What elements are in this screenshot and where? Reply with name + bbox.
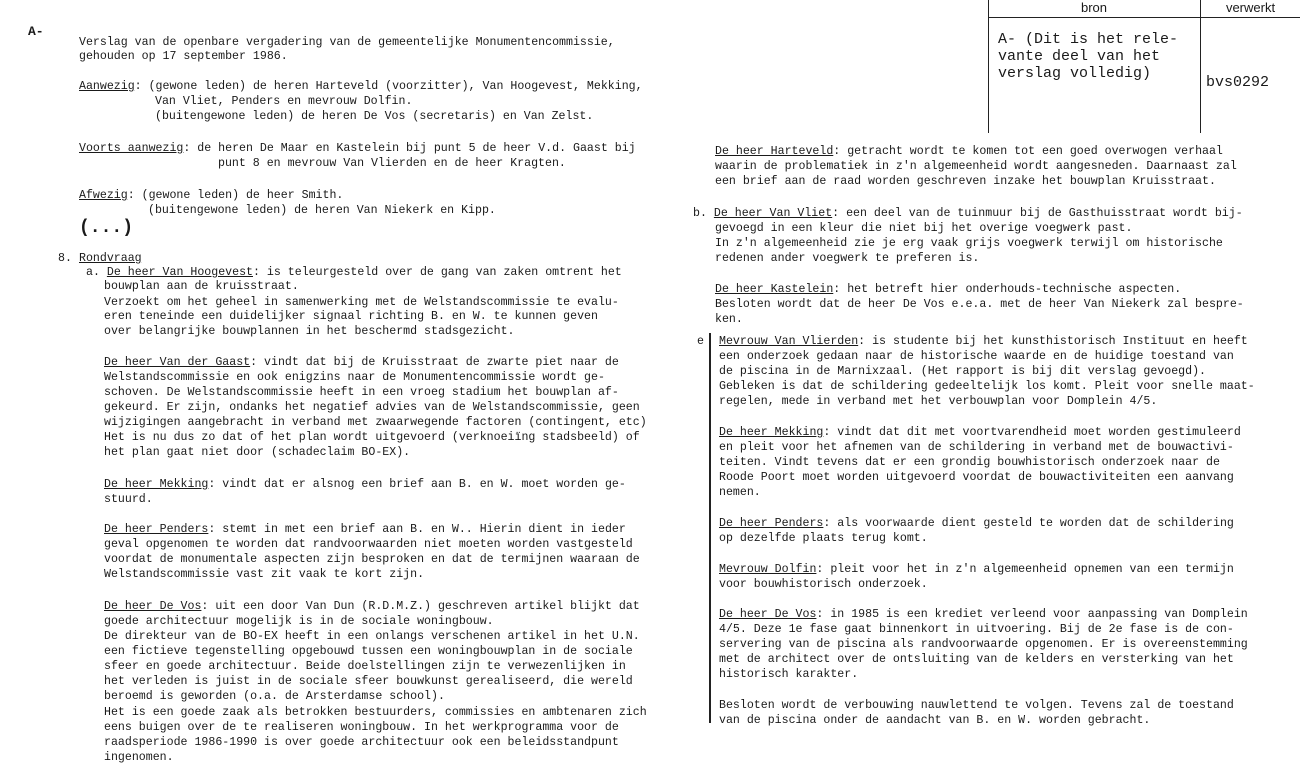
hoogevest-line-1	[86, 266, 622, 280]
mekking-right-line-4: Roode Poort moet worden uitgevoerd voordat de bouwactiviteiten een aanvang	[719, 471, 1234, 484]
present-line-1	[79, 80, 643, 94]
harteveld-line-2: waarin de problematiek in z'n algemeenheid wordt aangesneden. Daarnaast zal	[715, 160, 1237, 173]
penders-left-line-2: geval opgenomen te worden dat randvoorwaarden niet moeten worden vastgesteld	[104, 538, 633, 551]
gaast-line-6: Het is nu dus zo dat of het plan wordt uitgevoerd (verknoeiïng stadsbeeld) of	[104, 431, 640, 444]
devos-left-line-1	[104, 600, 640, 614]
table-border-left	[988, 0, 989, 133]
section-heading-rondvraag: Rondvraag	[79, 252, 142, 265]
devos-left-line-9: eens buigen over de te realiseren woningbouw. In het werkprogramma voor de	[104, 721, 619, 734]
vliet-line-4: redenen ander voegwerk te preferen is.	[715, 252, 980, 265]
mekking-left-line-2: stuurd.	[104, 493, 153, 506]
vlierden-line-3: de piscina in de Marnixzaal. (Het rapport is bij dit verslag gevoegd).	[719, 365, 1207, 378]
speaker-mekking-right: De heer Mekking	[719, 426, 824, 439]
table-header-verwerkt: verwerkt	[1201, 0, 1300, 18]
absent-line-1	[79, 189, 343, 203]
also-present-label: Voorts aanwezig	[79, 142, 184, 155]
margin-rule	[709, 333, 711, 723]
mekking-right-text-1: : vindt dat dit met voortvarendheid moet worden gestimuleerd	[823, 426, 1241, 439]
margin-marker: A-	[28, 24, 44, 39]
report-title-line-1: Verslag van de openbare vergadering van de gemeentelijke Monumentencommissie,	[79, 36, 615, 49]
mekking-right-line-2: en pleit voor het afnemen van de schildering in verband met de bouwactivi-	[719, 441, 1234, 454]
present-line-3: (buitengewone leden) de heren De Vos (secretaris) en Van Zelst.	[155, 110, 594, 123]
absent-label: Afwezig	[79, 189, 128, 202]
mekking-right-line-3: teiten. Vindt tevens dat er een grondig bouwhistorisch onderzoek naar de	[719, 456, 1220, 469]
kastelein-text-1: : het betreft hier onderhouds-technische aspecten.	[833, 283, 1182, 296]
vlierden-line-4: Gebleken is dat de schildering gedeeltelijk los komt. Pleit voor snelle maat-	[719, 380, 1255, 393]
mekking-left-text-1: : vindt dat er alsnog een brief aan B. en W. moet worden ge-	[208, 478, 626, 491]
source-table	[988, 0, 1300, 133]
devos-right-line-3: servering van de piscina als randvoorwaarde opgenomen. Er is overeenstemming	[719, 638, 1248, 651]
harteveld-line-3: een brief aan de raad worden geschreven inzake het bouwplan Kruisstraat.	[715, 175, 1216, 188]
devos-left-line-7: beroemd is geworden (o.a. de Arsterdamse school).	[104, 690, 445, 703]
decision-line-1: Besloten wordt de verbouwing nauwlettend te volgen. Tevens zal de toestand	[719, 699, 1234, 712]
speaker-van-der-gaast: De heer Van der Gaast	[104, 356, 251, 369]
absent-line-2: (buitengewone leden) de heren Van Niekerk en Kipp.	[148, 204, 496, 217]
vlierden-text-1: : is studente bij het kunsthistorisch Instituut en heeft	[858, 335, 1248, 348]
speaker-van-vlierden: Mevrouw Van Vlierden	[719, 335, 859, 348]
devos-left-line-8: Het is een goede zaak als betrokken bestuurders, commissies en ambtenaren zich	[104, 706, 647, 719]
speaker-penders-right: De heer Penders	[719, 517, 824, 530]
hoogevest-line-4: eren teneinde een duidelijker signaal richting B. en W. te kunnen geven	[104, 310, 598, 323]
report-title-line-2: gehouden op 17 september 1986.	[79, 50, 288, 63]
table-cell-bron: A- (Dit is het rele- vante deel van het verslag volledig)	[998, 31, 1179, 82]
devos-right-line-4: met de architect over de ontsluiting van de kelders en versterking van het	[719, 653, 1234, 666]
hoogevest-line-3: Verzoekt om het geheel in samenwerking met de Welstandscommissie te evalu-	[104, 296, 619, 309]
speaker-van-vliet: De heer Van Vliet	[713, 207, 833, 220]
kastelein-line-1	[715, 283, 1181, 297]
kastelein-line-2: Besloten wordt dat de heer De Vos e.e.a. met de heer Van Niekerk zal bespre-	[715, 298, 1244, 311]
item-b-prefix: b.	[693, 207, 707, 220]
decision-line-2: van de piscina onder de aandacht van B. en W. worden gebracht.	[719, 714, 1151, 727]
speaker-penders-left: De heer Penders	[104, 523, 209, 536]
gaast-line-7: het plan gaat niet door (schadeclaim BO-EX).	[104, 446, 411, 459]
dolfin-text-1: : pleit voor het in z'n algemeenheid opnemen van een termijn	[816, 563, 1234, 576]
ellipsis: (...)	[79, 218, 134, 238]
item-a-prefix: a.	[86, 266, 100, 279]
mekking-right-line-1	[719, 426, 1241, 440]
table-header-bron: bron	[988, 0, 1200, 18]
vliet-line-1	[693, 207, 1243, 221]
penders-left-line-3: voordat de monumentale aspecten zijn besproken en dat de termijnen waaraan de	[104, 553, 640, 566]
speaker-de-vos-left: De heer De Vos	[104, 600, 202, 613]
present-line-2: Van Vliet, Penders en mevrouw Dolfin.	[155, 95, 413, 108]
devos-left-line-6: het verleden is juist in de sociale sfeer bouwkunst gerealiseerd, die wereld	[104, 675, 633, 688]
kastelein-line-3: ken.	[715, 313, 743, 326]
vlierden-line-1	[719, 335, 1248, 349]
vlierden-line-2: een onderzoek gedaan naar de historische waarde en de huidige toestand van	[719, 350, 1234, 363]
vliet-text-1: : een deel van de tuinmuur bij de Gasthuisstraat wordt bij-	[832, 207, 1243, 220]
penders-left-line-4: Welstandscommissie vast zit vaak te kort zijn.	[104, 568, 425, 581]
harteveld-text-1: : getracht wordt te komen tot een goed overwogen verhaal	[833, 145, 1223, 158]
penders-right-line-2: op dezelfde plaats terug komt.	[719, 532, 928, 545]
devos-left-line-4: een fictieve tegenstelling opgebouwd tussen een woningbouwplan in de sociale	[104, 645, 633, 658]
devos-left-line-11: ingenomen.	[104, 751, 174, 764]
devos-right-line-5: historisch karakter.	[719, 668, 859, 681]
speaker-de-vos-right: De heer De Vos	[719, 608, 817, 621]
penders-left-line-1	[104, 523, 626, 537]
mekking-right-line-5: nemen.	[719, 486, 761, 499]
devos-right-line-1	[719, 608, 1248, 622]
devos-right-line-2: 4/5. Deze 1e fase gaat binnenkort in uitvoering. Bij de 2e fase is de con-	[719, 623, 1234, 636]
hoogevest-text-1: : is teleurgesteld over de gang van zaken omtrent het	[253, 266, 622, 279]
also-present-text-1: : de heren De Maar en Kastelein bij punt 5 de heer V.d. Gaast bij	[183, 142, 636, 155]
absent-text-1: : (gewone leden) de heer Smith.	[127, 189, 344, 202]
also-present-line-1	[79, 142, 636, 156]
table-cell-verwerkt: bvs0292	[1206, 74, 1270, 91]
vliet-line-3: In z'n algemeenheid zie je erg vaak grijs voegwerk terwijl om historische	[715, 237, 1223, 250]
penders-left-text-1: : stemt in met een brief aan B. en W.. Hierin dient in ieder	[208, 523, 626, 536]
gaast-line-4: gekeurd. Er zijn, ondanks het negatief advies van de Welstandscommissie, geen	[104, 401, 640, 414]
gaast-line-1	[104, 356, 619, 370]
devos-left-line-5: sfeer en goede architectuur. Beide doelstellingen zijn te verwezenlijken in	[104, 660, 626, 673]
speaker-harteveld: De heer Harteveld	[715, 145, 834, 158]
dolfin-line-1	[719, 563, 1234, 577]
devos-left-line-2: goede architectuur mogelijk is in de sociale woningbouw.	[104, 615, 494, 628]
speaker-mekking-left: De heer Mekking	[104, 478, 209, 491]
devos-left-line-10: raadsperiode 1986-1990 is over goede architectuur ook een beleidsstandpunt	[104, 736, 619, 749]
present-text-1: : (gewone leden) de heren Harteveld (voorzitter), Van Hoogevest, Mekking,	[134, 80, 643, 93]
item-number: 8.	[58, 252, 72, 265]
item-e-prefix: e	[697, 335, 704, 348]
dolfin-line-2: voor bouwhistorisch onderzoek.	[719, 578, 928, 591]
speaker-kastelein: De heer Kastelein	[715, 283, 834, 296]
gaast-text-1: : vindt dat bij de Kruisstraat de zwarte piet naar de	[250, 356, 619, 369]
table-border-mid	[1200, 0, 1201, 133]
speaker-dolfin: Mevrouw Dolfin	[719, 563, 817, 576]
devos-left-text-1: : uit een door Van Dun (R.D.M.Z.) geschreven artikel blijkt dat	[201, 600, 640, 613]
hoogevest-line-5: over belangrijke bouwplannen in het beschermd stadsgezicht.	[104, 325, 515, 338]
vliet-line-2: gevoegd in een kleur die niet bij het overige voegwerk past.	[715, 222, 1133, 235]
harteveld-line-1	[715, 145, 1223, 159]
gaast-line-2: Welstandscommissie en ook enigzins naar de Monumentencommissie wordt ge-	[104, 371, 605, 384]
vlierden-line-5: regelen, mede in verband met het verbouwplan voor Domplein 4/5.	[719, 395, 1158, 408]
hoogevest-line-2: bouwplan aan de kruisstraat.	[104, 280, 299, 293]
mekking-left-line-1	[104, 478, 626, 492]
penders-right-line-1	[719, 517, 1234, 531]
gaast-line-5: wijzigingen aangebracht in verband met zwaarwegende factoren (contingent, etc)	[104, 416, 647, 429]
devos-right-text-1: : in 1985 is een krediet verleend voor aanpassing van Domplein	[816, 608, 1248, 621]
devos-left-line-3: De direkteur van de BO-EX heeft in een onlangs verschenen artikel in het U.N.	[104, 630, 640, 643]
speaker-van-hoogevest: De heer Van Hoogevest	[106, 266, 253, 279]
penders-right-text-1: : als voorwaarde dient gesteld te worden dat de schildering	[823, 517, 1234, 530]
gaast-line-3: schoven. De Welstandscommissie heeft in een vroeg stadium het bouwplan af-	[104, 386, 619, 399]
also-present-line-2: punt 8 en mevrouw Van Vlierden en de heer Kragten.	[218, 157, 566, 170]
present-label: Aanwezig	[79, 80, 135, 93]
